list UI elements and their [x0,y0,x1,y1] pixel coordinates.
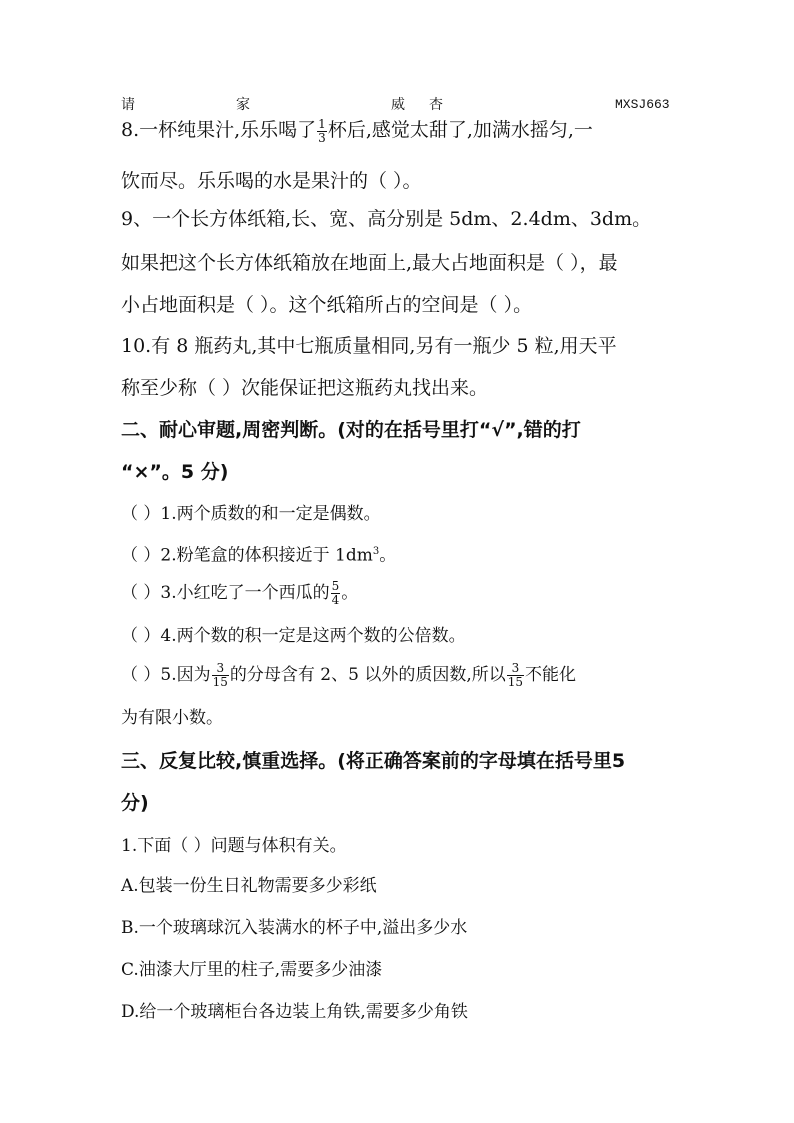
fraction-denominator: 3 [318,130,326,145]
judge-item-4: （ ）4.两个数的积一定是这两个数的公倍数。 [121,626,466,646]
header-char: 请 [121,97,135,113]
fraction-numerator: 3 [511,661,520,675]
fraction-denominator: 15 [507,675,524,689]
judge-item-2-end: 。 [379,545,397,566]
fraction-numerator: 5 [331,579,340,593]
judge-item-3-text: （ ）3.小红吃了一个西瓜的 [121,583,330,603]
judge-item-5-fraction-2 [507,662,524,689]
q8-line2: 饮而尽。乐乐喝的水是果汁的（ ）。 [121,170,422,192]
q8-text-b: 杯后,感觉太甜了,加满水摇匀,一 [327,119,593,141]
section3-title-line1: 三、反复比较,慎重选择。(将正确答案前的字母填在括号里5 [121,750,626,772]
section2-title-line1: 二、耐心审题,周密判断。(对的在括号里打“√”,错的打 [121,419,581,441]
q9-line3: 小占地面积是（ ）。这个纸箱所占的空间是（ ）。 [121,294,533,316]
judge-item-3-fraction [331,580,341,607]
fraction-denominator: 15 [212,675,228,689]
judge-item-2 [121,540,396,568]
q10-line1: 10.有 8 瓶药丸,其中七瓶质量相同,另有一瓶少 5 粒,用天平 [121,335,617,357]
q10-line2: 称至少称（ ）次能保证把这瓶药丸找出来。 [121,377,489,399]
judge-item-5-text-c: 不能化 [525,665,577,685]
header-code: MXSJ663 [615,97,670,112]
fraction-numerator: 1 [318,116,326,131]
q9-line1: 9、一个长方体纸箱,长、宽、高分别是 5dm、2.4dm、3dm。 [121,208,652,230]
q9-line2: 如果把这个长方体纸箱放在地面上,最大占地面积是（ ），最 [121,252,618,274]
choice-question-1: 1.下面（ ）问题与体积有关。 [121,836,347,856]
header-char: 家 [236,97,250,113]
judge-item-5-text-b: 的分母含有 2、5 以外的质因数,所以 [229,665,506,685]
judge-item-5 [121,662,576,689]
section2-title-line2: “×”。5 分) [121,461,229,483]
choice-option-a: A.包装一份生日礼物需要多少彩纸 [121,876,377,896]
fraction-denominator: 4 [331,593,340,607]
judge-item-2-text: （ ）2.粉笔盒的体积接近于 1dm [121,545,373,566]
section3-title-line2: 分) [121,792,149,814]
header-char: 杏 [429,97,443,113]
choice-option-d: D.给一个玻璃柜台各边装上角铁,需要多少角铁 [121,1002,468,1022]
fraction-numerator: 3 [216,661,225,675]
judge-item-3-end: 。 [341,583,359,603]
judge-item-5-text-a: （ ）5.因为 [121,665,211,685]
q8-fraction [317,118,327,145]
judge-item-5-line2: 为有限小数。 [121,708,223,728]
superscript: 3 [372,546,380,557]
judge-item-3 [121,580,358,607]
judge-item-1: （ ）1.两个质数的和一定是偶数。 [121,504,381,524]
q8-text-a: 8.一杯纯果汁,乐乐喝了 [121,119,317,141]
judge-item-5-fraction-1 [212,662,229,689]
q8-line1 [121,117,593,145]
choice-option-b: B.一个玻璃球沉入装满水的杯子中,溢出多少水 [121,918,468,938]
choice-option-c: C.油漆大厅里的柱子,需要多少油漆 [121,960,383,980]
header-char: 威 [391,97,405,113]
